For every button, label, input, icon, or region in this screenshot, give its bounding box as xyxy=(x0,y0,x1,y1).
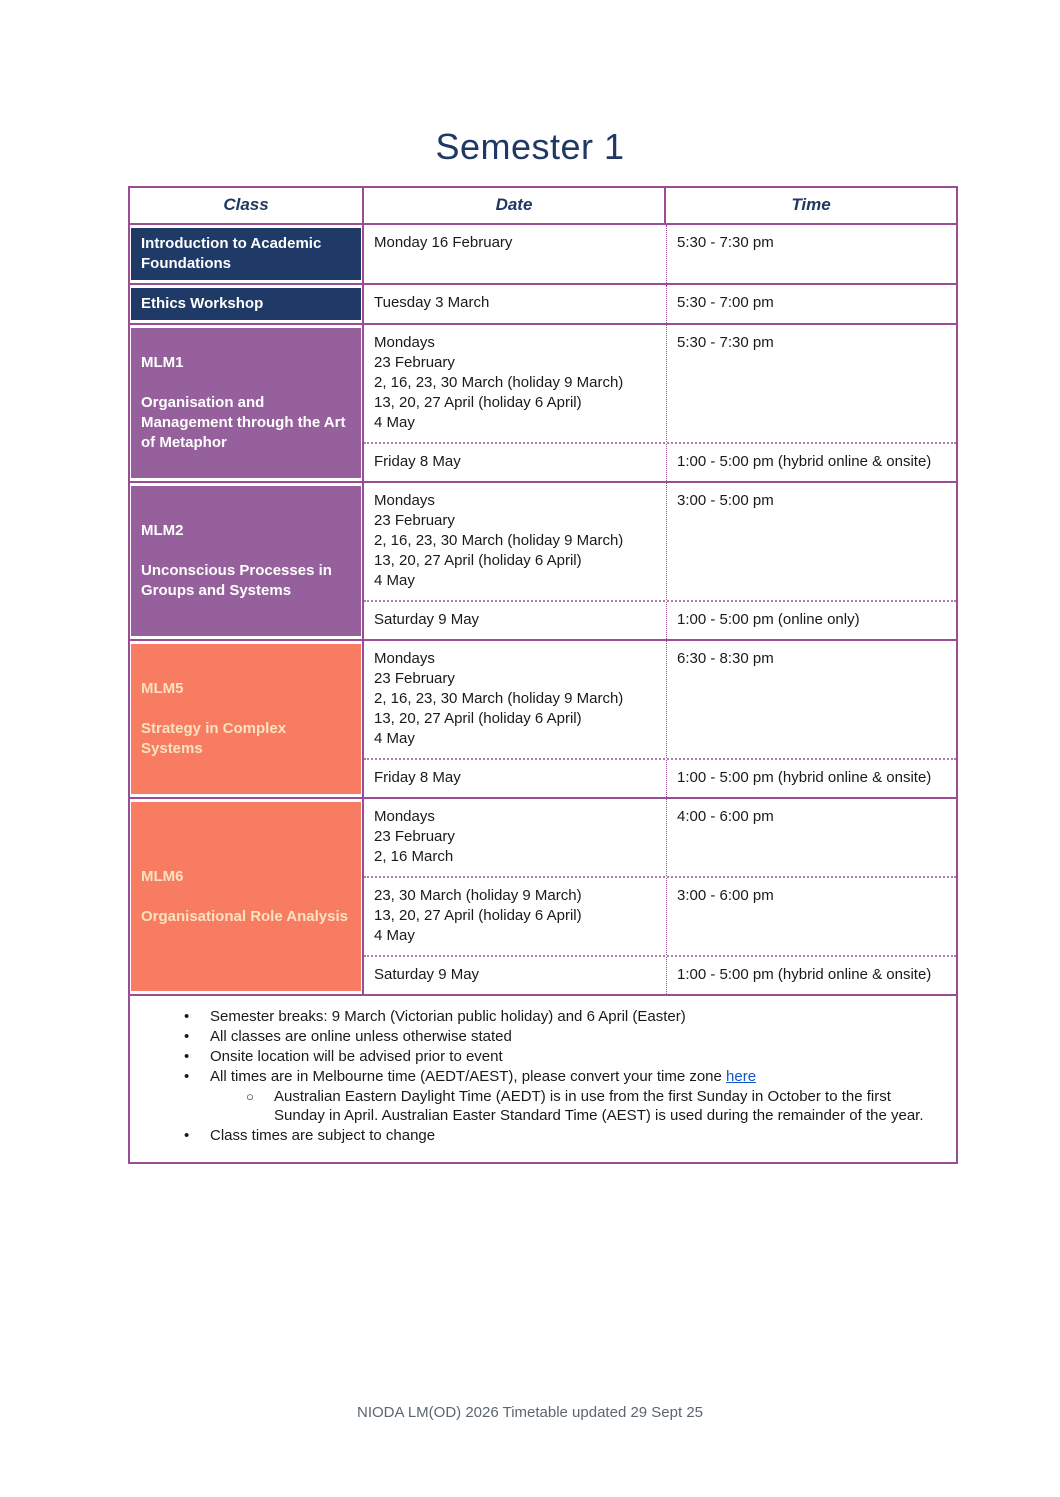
date-line: Mondays xyxy=(374,808,435,825)
bullet-circle-icon: ○ xyxy=(246,1089,254,1104)
class-name: MLM5 xyxy=(141,680,184,697)
date-line: 4 May xyxy=(374,572,415,589)
date-cell xyxy=(364,957,666,994)
session-row xyxy=(364,641,956,758)
class-label-spacer xyxy=(141,887,351,907)
time-cell: 3:00 - 5:00 pm xyxy=(666,483,956,600)
header-time: Time xyxy=(791,195,831,214)
page-title: Semester 1 xyxy=(435,126,625,167)
class-label-spacer xyxy=(141,373,351,393)
bullet-dot-icon: • xyxy=(184,1008,190,1025)
time-cell: 6:30 - 8:30 pm xyxy=(666,641,956,758)
date-cell xyxy=(364,325,666,442)
note-text: Semester breaks: 9 March (Victorian public holiday) and 6 April (Easter) xyxy=(210,1008,686,1025)
date-line: Saturday 9 May xyxy=(374,966,480,983)
date-line: 13, 20, 27 April (holiday 6 April) xyxy=(374,710,582,727)
date-line: Friday 8 May xyxy=(374,453,461,470)
time-cell: 1:00 - 5:00 pm (hybrid online & onsite) xyxy=(666,957,956,994)
sessions xyxy=(364,799,956,994)
note-text: All times are in Melbourne time (AEDT/AEST), please convert your time zone here xyxy=(210,1068,757,1085)
class-label xyxy=(131,288,361,320)
note-item xyxy=(138,1007,948,1026)
class-label xyxy=(131,802,361,991)
date-line: Monday 16 February xyxy=(374,234,513,251)
date-line: Mondays xyxy=(374,650,435,667)
session-row xyxy=(364,325,956,442)
date-line: 23 February xyxy=(374,828,455,845)
table-row xyxy=(130,641,956,799)
note-item xyxy=(138,1027,948,1046)
timezone-link[interactable]: here xyxy=(726,1068,757,1085)
note-item xyxy=(138,1047,948,1066)
date-cell xyxy=(364,799,666,876)
session-row xyxy=(364,758,956,797)
session-row xyxy=(364,285,956,323)
class-cell xyxy=(130,641,364,797)
class-subtitle: Organisation and Management through the Art of Metaphor xyxy=(141,394,346,451)
date-line: 23 February xyxy=(374,354,455,371)
date-cell xyxy=(364,602,666,639)
class-label-spacer xyxy=(141,699,351,719)
time-cell: 3:00 - 6:00 pm xyxy=(666,878,956,955)
class-name: Ethics Workshop xyxy=(141,295,264,312)
table-row xyxy=(130,325,956,483)
header-class: Class xyxy=(130,188,364,223)
class-cell xyxy=(130,285,364,323)
class-label xyxy=(131,328,361,478)
note-item xyxy=(138,1067,948,1086)
note-item xyxy=(138,1087,948,1125)
table-header-row xyxy=(130,188,956,225)
session-row xyxy=(364,225,956,283)
time-cell: 1:00 - 5:00 pm (hybrid online & onsite) xyxy=(666,444,956,481)
bullet-dot-icon: • xyxy=(184,1028,190,1045)
class-subtitle: Strategy in Complex Systems xyxy=(141,720,287,757)
date-cell xyxy=(364,285,666,323)
class-name: MLM6 xyxy=(141,867,184,885)
date-line: Tuesday 3 March xyxy=(374,294,490,311)
session-row xyxy=(364,600,956,639)
class-cell xyxy=(130,325,364,481)
note-text: Onsite location will be advised prior to event xyxy=(210,1048,503,1065)
date-line: 2, 16, 23, 30 March (holiday 9 March) xyxy=(374,532,624,549)
sessions xyxy=(364,483,956,639)
notes-list xyxy=(138,1007,948,1145)
note-item xyxy=(138,1126,948,1145)
date-line: 2, 16, 23, 30 March (holiday 9 March) xyxy=(374,690,624,707)
note-text: Class times are subject to change xyxy=(210,1127,436,1144)
date-cell xyxy=(364,483,666,600)
table-row xyxy=(130,483,956,641)
date-line: 23 February xyxy=(374,512,455,529)
time-cell: 5:30 - 7:00 pm xyxy=(666,285,956,323)
table-row xyxy=(130,285,956,325)
date-line: 13, 20, 27 April (holiday 6 April) xyxy=(374,394,582,411)
session-row xyxy=(364,876,956,955)
date-cell xyxy=(364,878,666,955)
class-label xyxy=(131,486,361,636)
sessions xyxy=(364,325,956,481)
date-line: 2, 16, 23, 30 March (holiday 9 March) xyxy=(374,374,624,391)
class-name: MLM2 xyxy=(141,522,184,539)
table-row xyxy=(130,799,956,996)
session-row xyxy=(364,799,956,876)
header-date: Date xyxy=(364,188,666,223)
date-line: 13, 20, 27 April (holiday 6 April) xyxy=(374,907,582,924)
date-line: 23, 30 March (holiday 9 March) xyxy=(374,887,582,904)
page-footer: NIODA LM(OD) 2026 Timetable updated 29 Sept 25 xyxy=(356,1404,704,1421)
class-cell xyxy=(130,483,364,639)
sessions xyxy=(364,641,956,797)
notes-cell xyxy=(130,996,956,1162)
date-line: Friday 8 May xyxy=(374,769,461,786)
date-cell xyxy=(364,760,666,797)
time-cell: 5:30 - 7:30 pm xyxy=(666,225,956,283)
timetable xyxy=(128,186,958,1164)
date-line: 4 May xyxy=(374,730,415,747)
session-row xyxy=(364,955,956,994)
note-text: Australian Eastern Daylight Time (AEDT) is in use from the first Sunday in October to the first Sunday in April. Australian Easter Standard Time (AEST) is used during the remainder of the year. xyxy=(274,1088,924,1124)
class-label-spacer xyxy=(141,541,351,561)
sessions xyxy=(364,285,956,323)
date-line: Mondays xyxy=(374,492,435,509)
date-cell xyxy=(364,225,666,283)
date-line: 4 May xyxy=(374,414,415,431)
class-cell xyxy=(130,225,364,283)
class-name: Introduction to Academic Foundations xyxy=(141,235,322,272)
session-row xyxy=(364,442,956,481)
class-cell xyxy=(130,799,364,994)
time-cell: 5:30 - 7:30 pm xyxy=(666,325,956,442)
date-cell xyxy=(364,641,666,758)
class-subtitle: Organisational Role Analysis xyxy=(141,907,349,925)
time-cell: 1:00 - 5:00 pm (online only) xyxy=(666,602,956,639)
table-row xyxy=(130,225,956,285)
date-line: Saturday 9 May xyxy=(374,611,480,628)
bullet-dot-icon: • xyxy=(184,1127,190,1144)
timetable-rows xyxy=(130,225,956,996)
date-line: 2, 16 March xyxy=(374,848,454,865)
time-cell: 4:00 - 6:00 pm xyxy=(666,799,956,876)
date-line: 4 May xyxy=(374,927,415,944)
date-cell xyxy=(364,444,666,481)
date-line: Mondays xyxy=(374,334,435,351)
session-row xyxy=(364,483,956,600)
bullet-dot-icon: • xyxy=(184,1048,190,1065)
class-label xyxy=(131,228,361,280)
class-subtitle: Unconscious Processes in Groups and Systems xyxy=(141,562,332,599)
bullet-dot-icon: • xyxy=(184,1068,190,1085)
date-line: 23 February xyxy=(374,670,455,687)
note-text: All classes are online unless otherwise stated xyxy=(210,1028,512,1045)
class-label xyxy=(131,644,361,794)
time-cell: 1:00 - 5:00 pm (hybrid online & onsite) xyxy=(666,760,956,797)
date-line: 13, 20, 27 April (holiday 6 April) xyxy=(374,552,582,569)
sessions xyxy=(364,225,956,283)
class-name: MLM1 xyxy=(141,354,184,371)
